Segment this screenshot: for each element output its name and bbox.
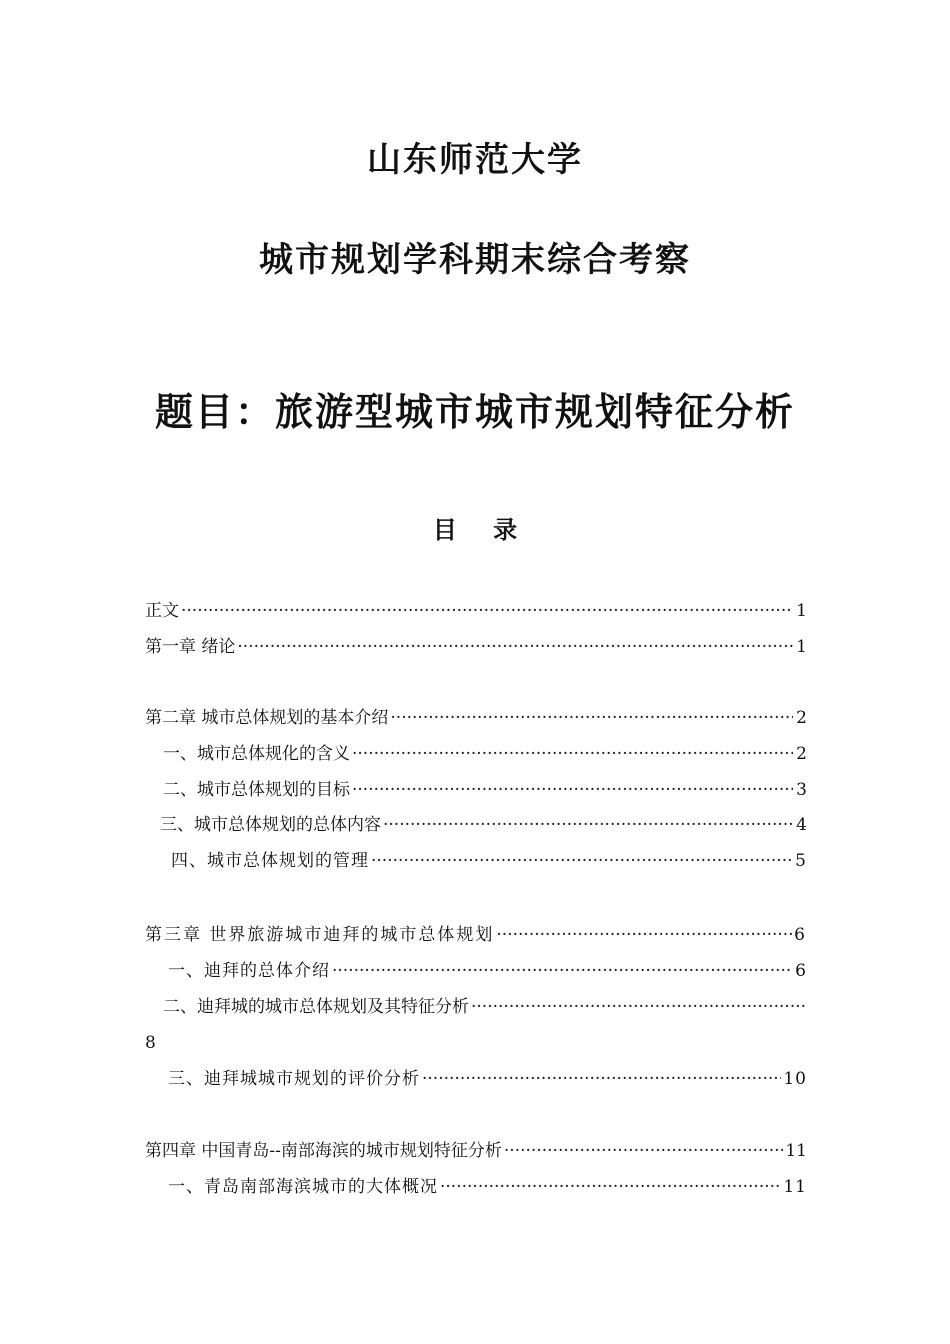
toc-entry-page: 1 [796,637,807,657]
toc-entry-page: 11 [783,1177,807,1197]
toc-leader-dots [390,705,793,731]
toc-leader-dots [504,1138,783,1164]
toc-entry [145,634,807,660]
toc-entry [168,1174,807,1200]
toc-entry [160,812,807,838]
toc-entry [168,958,807,984]
toc-entry [145,705,807,731]
toc-title: 目 录 [432,515,532,544]
toc-entry [163,777,807,803]
toc-leader-dots [332,958,793,984]
toc-leader-dots [440,1174,781,1200]
toc-entry-label: 二、迪拜城的城市总体规划及其特征分析 [163,997,469,1017]
toc-entry [168,1066,807,1092]
toc-leader-dots [181,598,793,624]
toc-entry-label: 三、城市总体规划的总体内容 [160,815,381,835]
toc-entry-page: 2 [796,744,807,764]
toc-entry-page: 3 [796,780,807,800]
toc-leader-dots [422,1066,781,1092]
university-title: 山东师范大学 [367,140,583,180]
toc-entry-page: 10 [783,1069,807,1089]
toc-entry-label: 第四章 中国青岛--南部海滨的城市规划特征分析 [145,1141,502,1161]
toc-leader-dots [471,994,805,1020]
toc-entry-label: 一、青岛南部海滨城市的大体概况 [168,1177,438,1197]
toc-entry-page: 5 [795,851,807,871]
toc-entry-page: 6 [795,961,807,981]
toc-entry [145,922,807,948]
toc-entry-page: 11 [785,1141,807,1161]
toc-entry-label: 第三章 世界旅游城市迪拜的城市总体规划 [145,925,495,945]
toc-leader-dots [352,777,793,803]
toc-entry-page: 8 [145,1033,156,1053]
toc-entry-label: 第一章 绪论 [145,637,236,657]
toc-entry-label: 三、迪拜城城市规划的评价分析 [168,1069,420,1089]
toc-entry-label: 一、城市总体规化的含义 [163,744,350,764]
toc-entry-label: 正文 [145,601,179,621]
toc-entry-label: 四、城市总体规划的管理 [171,851,369,871]
toc-entry-page: 6 [794,925,807,945]
toc-entry [163,741,807,767]
toc-entry [145,1138,807,1164]
toc-entry-label: 第二章 城市总体规划的基本介绍 [145,708,389,728]
toc-entry-page: 1 [796,601,807,621]
toc-leader-dots [237,634,793,660]
toc-leader-dots [371,848,793,874]
toc-leader-dots [383,812,793,838]
toc-entry [171,848,807,874]
toc-entry-page: 2 [796,708,807,728]
toc-leader-dots [352,741,793,767]
toc-entry-page: 4 [796,815,807,835]
toc-entry-label: 一、迪拜的总体介绍 [168,961,330,981]
toc-entry-label: 二、城市总体规划的目标 [163,780,350,800]
toc-leader-dots [496,922,792,948]
topic-title: 题目：旅游型城市城市规划特征分析 [154,389,795,434]
toc-entry [163,994,807,1020]
course-title: 城市规划学科期末综合考察 [259,240,691,280]
toc-entry [145,598,807,624]
